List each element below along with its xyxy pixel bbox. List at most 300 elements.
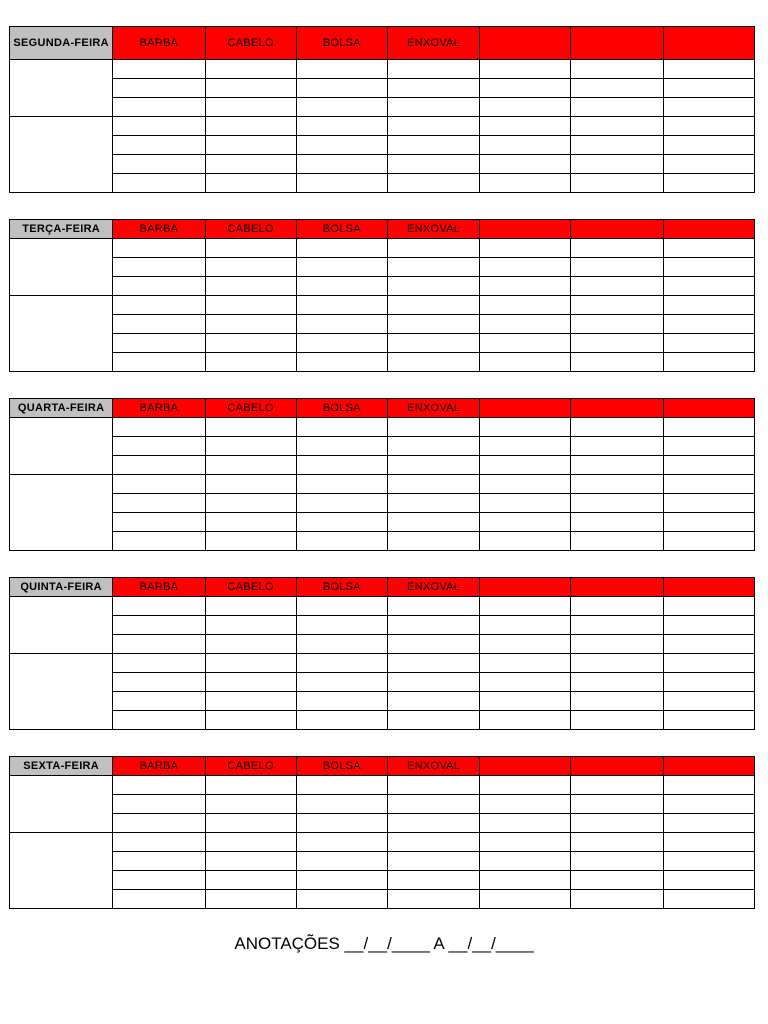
entry-cell[interactable] (663, 418, 754, 437)
entry-cell[interactable] (113, 635, 205, 654)
entry-cell[interactable] (480, 814, 571, 833)
entry-cell[interactable] (205, 418, 296, 437)
entry-cell[interactable] (387, 890, 479, 909)
entry-cell[interactable] (571, 353, 663, 372)
entry-cell[interactable] (296, 258, 387, 277)
entry-cell[interactable] (296, 532, 387, 551)
entry-cell[interactable] (480, 315, 571, 334)
entry-cell[interactable] (480, 353, 571, 372)
day-table-3 (9, 577, 755, 730)
entry-cell[interactable] (480, 117, 571, 136)
entry-cell[interactable] (296, 174, 387, 193)
table-row (10, 79, 755, 98)
entry-cell[interactable] (663, 475, 754, 494)
column-header (480, 27, 571, 60)
entry-cell[interactable] (205, 117, 296, 136)
entry-cell[interactable] (296, 871, 387, 890)
entry-cell[interactable] (296, 239, 387, 258)
entry-cell[interactable] (296, 776, 387, 795)
entry-cell[interactable] (571, 673, 663, 692)
entry-cell[interactable] (571, 315, 663, 334)
column-header: ENXOVAL (387, 220, 479, 239)
time-block-cell[interactable] (10, 776, 113, 833)
entry-cell[interactable] (571, 136, 663, 155)
entry-cell[interactable] (480, 673, 571, 692)
entry-cell[interactable] (205, 98, 296, 117)
entry-cell[interactable] (571, 174, 663, 193)
column-header: BARBA (113, 757, 205, 776)
entry-cell[interactable] (205, 475, 296, 494)
entry-cell[interactable] (480, 174, 571, 193)
entry-cell[interactable] (571, 494, 663, 513)
entry-cell[interactable] (387, 711, 479, 730)
entry-cell[interactable] (480, 258, 571, 277)
entry-cell[interactable] (663, 776, 754, 795)
entry-cell[interactable] (113, 616, 205, 635)
entry-cell[interactable] (296, 833, 387, 852)
entry-cell[interactable] (480, 277, 571, 296)
column-header: BARBA (113, 578, 205, 597)
entry-cell[interactable] (571, 296, 663, 315)
entry-cell[interactable] (296, 60, 387, 79)
entry-cell[interactable] (480, 532, 571, 551)
entry-cell[interactable] (571, 418, 663, 437)
entry-cell[interactable] (205, 795, 296, 814)
entry-cell[interactable] (663, 334, 754, 353)
entry-cell[interactable] (480, 711, 571, 730)
column-header (571, 220, 663, 239)
entry-cell[interactable] (205, 60, 296, 79)
entry-cell[interactable] (663, 60, 754, 79)
entry-cell[interactable] (480, 296, 571, 315)
entry-cell[interactable] (571, 239, 663, 258)
entry-cell[interactable] (387, 673, 479, 692)
entry-cell[interactable] (113, 98, 205, 117)
entry-cell[interactable] (113, 174, 205, 193)
table-row (10, 353, 755, 372)
entry-cell[interactable] (663, 673, 754, 692)
entry-cell[interactable] (296, 79, 387, 98)
entry-cell[interactable] (663, 98, 754, 117)
entry-cell[interactable] (663, 117, 754, 136)
time-block-cell[interactable] (10, 597, 113, 654)
entry-cell[interactable] (663, 597, 754, 616)
entry-cell[interactable] (480, 833, 571, 852)
entry-cell[interactable] (480, 418, 571, 437)
entry-cell[interactable] (387, 635, 479, 654)
entry-cell[interactable] (387, 597, 479, 616)
entry-cell[interactable] (480, 494, 571, 513)
entry-cell[interactable] (205, 456, 296, 475)
entry-cell[interactable] (571, 79, 663, 98)
entry-cell[interactable] (205, 258, 296, 277)
entry-cell[interactable] (205, 871, 296, 890)
time-block-cell[interactable] (10, 418, 113, 475)
entry-cell[interactable] (480, 456, 571, 475)
entry-cell[interactable] (296, 155, 387, 174)
entry-cell[interactable] (571, 513, 663, 532)
entry-cell[interactable] (113, 475, 205, 494)
entry-cell[interactable] (113, 711, 205, 730)
entry-cell[interactable] (571, 597, 663, 616)
time-block-cell[interactable] (10, 475, 113, 551)
column-header: ENXOVAL (387, 399, 479, 418)
entry-cell[interactable] (113, 692, 205, 711)
table-row (10, 437, 755, 456)
entry-cell[interactable] (387, 437, 479, 456)
column-header: ENXOVAL (387, 757, 479, 776)
entry-cell[interactable] (480, 776, 571, 795)
entry-cell[interactable] (205, 852, 296, 871)
entry-cell[interactable] (571, 155, 663, 174)
entry-cell[interactable] (113, 833, 205, 852)
day-label: SEXTA-FEIRA (10, 757, 113, 776)
entry-cell[interactable] (113, 353, 205, 372)
entry-cell[interactable] (113, 79, 205, 98)
table-row (10, 239, 755, 258)
entry-cell[interactable] (387, 353, 479, 372)
entry-cell[interactable] (113, 673, 205, 692)
entry-cell[interactable] (571, 635, 663, 654)
entry-cell[interactable] (480, 513, 571, 532)
entry-cell[interactable] (296, 315, 387, 334)
time-block-cell[interactable] (10, 239, 113, 296)
time-block-cell[interactable] (10, 654, 113, 730)
entry-cell[interactable] (205, 776, 296, 795)
entry-cell[interactable] (113, 296, 205, 315)
entry-cell[interactable] (296, 852, 387, 871)
table-row (10, 795, 755, 814)
entry-cell[interactable] (113, 890, 205, 909)
entry-cell[interactable] (113, 136, 205, 155)
entry-cell[interactable] (205, 833, 296, 852)
table-row (10, 277, 755, 296)
table-row (10, 692, 755, 711)
entry-cell[interactable] (480, 871, 571, 890)
entry-cell[interactable] (480, 475, 571, 494)
entry-cell[interactable] (387, 60, 479, 79)
entry-cell[interactable] (663, 711, 754, 730)
entry-cell[interactable] (571, 277, 663, 296)
entry-cell[interactable] (571, 98, 663, 117)
entry-cell[interactable] (205, 616, 296, 635)
entry-cell[interactable] (571, 692, 663, 711)
entry-cell[interactable] (113, 456, 205, 475)
table-row (10, 597, 755, 616)
entry-cell[interactable] (571, 437, 663, 456)
entry-cell[interactable] (663, 136, 754, 155)
entry-cell[interactable] (480, 98, 571, 117)
entry-cell[interactable] (571, 117, 663, 136)
day-label: TERÇA-FEIRA (10, 220, 113, 239)
table-row (10, 494, 755, 513)
entry-cell[interactable] (571, 795, 663, 814)
entry-cell[interactable] (663, 871, 754, 890)
entry-cell[interactable] (205, 296, 296, 315)
entry-cell[interactable] (387, 833, 479, 852)
entry-cell[interactable] (296, 353, 387, 372)
entry-cell[interactable] (296, 437, 387, 456)
entry-cell[interactable] (113, 814, 205, 833)
entry-cell[interactable] (663, 795, 754, 814)
entry-cell[interactable] (113, 334, 205, 353)
entry-cell[interactable] (663, 532, 754, 551)
entry-cell[interactable] (113, 532, 205, 551)
column-header: CABELO (205, 220, 296, 239)
entry-cell[interactable] (205, 814, 296, 833)
entry-cell[interactable] (663, 616, 754, 635)
column-header: BOLSA (296, 578, 387, 597)
entry-cell[interactable] (205, 890, 296, 909)
entry-cell[interactable] (113, 776, 205, 795)
entry-cell[interactable] (480, 654, 571, 673)
entry-cell[interactable] (387, 117, 479, 136)
column-header: CABELO (205, 27, 296, 60)
entry-cell[interactable] (480, 616, 571, 635)
time-block-cell[interactable] (10, 117, 113, 193)
entry-cell[interactable] (205, 532, 296, 551)
entry-cell[interactable] (113, 60, 205, 79)
entry-cell[interactable] (296, 136, 387, 155)
column-header: ENXOVAL (387, 578, 479, 597)
entry-cell[interactable] (571, 532, 663, 551)
entry-cell[interactable] (296, 654, 387, 673)
entry-cell[interactable] (571, 814, 663, 833)
entry-cell[interactable] (296, 795, 387, 814)
entry-cell[interactable] (480, 437, 571, 456)
entry-cell[interactable] (571, 60, 663, 79)
entry-cell[interactable] (296, 513, 387, 532)
entry-cell[interactable] (296, 418, 387, 437)
entry-cell[interactable] (113, 117, 205, 136)
column-header: BOLSA (296, 27, 387, 60)
entry-cell[interactable] (480, 60, 571, 79)
table-row (10, 635, 755, 654)
entry-cell[interactable] (113, 315, 205, 334)
entry-cell[interactable] (663, 833, 754, 852)
table-row (10, 711, 755, 730)
entry-cell[interactable] (571, 654, 663, 673)
entry-cell[interactable] (663, 814, 754, 833)
entry-cell[interactable] (387, 475, 479, 494)
entry-cell[interactable] (387, 98, 479, 117)
entry-cell[interactable] (571, 833, 663, 852)
entry-cell[interactable] (663, 890, 754, 909)
entry-cell[interactable] (113, 277, 205, 296)
entry-cell[interactable] (387, 532, 479, 551)
entry-cell[interactable] (205, 239, 296, 258)
entry-cell[interactable] (387, 852, 479, 871)
entry-cell[interactable] (296, 334, 387, 353)
time-block-cell[interactable] (10, 296, 113, 372)
entry-cell[interactable] (296, 117, 387, 136)
entry-cell[interactable] (113, 654, 205, 673)
entry-cell[interactable] (113, 418, 205, 437)
column-header: CABELO (205, 578, 296, 597)
entry-cell[interactable] (663, 494, 754, 513)
entry-cell[interactable] (480, 852, 571, 871)
entry-cell[interactable] (387, 239, 479, 258)
entry-cell[interactable] (205, 353, 296, 372)
entry-cell[interactable] (571, 616, 663, 635)
entry-cell[interactable] (387, 776, 479, 795)
entry-cell[interactable] (387, 456, 479, 475)
entry-cell[interactable] (571, 776, 663, 795)
table-row (10, 475, 755, 494)
entry-cell[interactable] (571, 334, 663, 353)
entry-cell[interactable] (663, 296, 754, 315)
entry-cell[interactable] (205, 673, 296, 692)
column-header (571, 757, 663, 776)
entry-cell[interactable] (480, 239, 571, 258)
entry-cell[interactable] (113, 494, 205, 513)
entry-cell[interactable] (387, 494, 479, 513)
table-row (10, 833, 755, 852)
table-row (10, 776, 755, 795)
entry-cell[interactable] (205, 711, 296, 730)
entry-cell[interactable] (663, 456, 754, 475)
entry-cell[interactable] (387, 258, 479, 277)
entry-cell[interactable] (113, 513, 205, 532)
entry-cell[interactable] (480, 692, 571, 711)
entry-cell[interactable] (113, 871, 205, 890)
entry-cell[interactable] (663, 635, 754, 654)
day-table-4 (9, 756, 755, 909)
entry-cell[interactable] (205, 174, 296, 193)
entry-cell[interactable] (205, 494, 296, 513)
entry-cell[interactable] (571, 456, 663, 475)
entry-cell[interactable] (387, 814, 479, 833)
entry-cell[interactable] (113, 852, 205, 871)
entry-cell[interactable] (296, 711, 387, 730)
entry-cell[interactable] (387, 136, 479, 155)
entry-cell[interactable] (296, 494, 387, 513)
entry-cell[interactable] (387, 692, 479, 711)
entry-cell[interactable] (663, 277, 754, 296)
entry-cell[interactable] (296, 277, 387, 296)
entry-cell[interactable] (571, 711, 663, 730)
entry-cell[interactable] (387, 174, 479, 193)
entry-cell[interactable] (296, 475, 387, 494)
entry-cell[interactable] (296, 692, 387, 711)
entry-cell[interactable] (480, 890, 571, 909)
entry-cell[interactable] (113, 258, 205, 277)
entry-cell[interactable] (663, 852, 754, 871)
entry-cell[interactable] (387, 654, 479, 673)
day-table-0 (9, 26, 755, 193)
entry-cell[interactable] (205, 597, 296, 616)
entry-cell[interactable] (663, 654, 754, 673)
entry-cell[interactable] (663, 79, 754, 98)
entry-cell[interactable] (571, 871, 663, 890)
entry-cell[interactable] (663, 239, 754, 258)
entry-cell[interactable] (296, 616, 387, 635)
entry-cell[interactable] (571, 890, 663, 909)
entry-cell[interactable] (296, 597, 387, 616)
table-row (10, 852, 755, 871)
entry-cell[interactable] (113, 437, 205, 456)
entry-cell[interactable] (296, 814, 387, 833)
entry-cell[interactable] (387, 334, 479, 353)
entry-cell[interactable] (205, 437, 296, 456)
time-block-cell[interactable] (10, 60, 113, 117)
annotations-date-line: ANOTAÇÕES __/__/____ A __/__/____ (234, 934, 534, 953)
entry-cell[interactable] (205, 513, 296, 532)
entry-cell[interactable] (663, 155, 754, 174)
entry-cell[interactable] (296, 673, 387, 692)
entry-cell[interactable] (480, 795, 571, 814)
entry-cell[interactable] (663, 437, 754, 456)
entry-cell[interactable] (663, 692, 754, 711)
table-row (10, 258, 755, 277)
entry-cell[interactable] (663, 174, 754, 193)
column-header (571, 578, 663, 597)
entry-cell[interactable] (387, 418, 479, 437)
entry-cell[interactable] (205, 277, 296, 296)
entry-cell[interactable] (663, 258, 754, 277)
entry-cell[interactable] (571, 258, 663, 277)
entry-cell[interactable] (480, 136, 571, 155)
table-row (10, 871, 755, 890)
entry-cell[interactable] (480, 334, 571, 353)
entry-cell[interactable] (296, 296, 387, 315)
entry-cell[interactable] (663, 315, 754, 334)
entry-cell[interactable] (205, 334, 296, 353)
table-row (10, 334, 755, 353)
entry-cell[interactable] (296, 456, 387, 475)
day-label: QUINTA-FEIRA (10, 578, 113, 597)
entry-cell[interactable] (663, 353, 754, 372)
entry-cell[interactable] (480, 79, 571, 98)
column-header (663, 757, 754, 776)
column-header (571, 27, 663, 60)
entry-cell[interactable] (296, 635, 387, 654)
table-row (10, 456, 755, 475)
entry-cell[interactable] (387, 315, 479, 334)
entry-cell[interactable] (205, 79, 296, 98)
table-row (10, 814, 755, 833)
entry-cell[interactable] (205, 635, 296, 654)
entry-cell[interactable] (205, 654, 296, 673)
entry-cell[interactable] (205, 155, 296, 174)
entry-cell[interactable] (205, 692, 296, 711)
entry-cell[interactable] (387, 871, 479, 890)
entry-cell[interactable] (296, 890, 387, 909)
entry-cell[interactable] (571, 852, 663, 871)
entry-cell[interactable] (387, 795, 479, 814)
entry-cell[interactable] (113, 795, 205, 814)
entry-cell[interactable] (387, 79, 479, 98)
entry-cell[interactable] (480, 635, 571, 654)
entry-cell[interactable] (205, 136, 296, 155)
entry-cell[interactable] (480, 155, 571, 174)
entry-cell[interactable] (113, 239, 205, 258)
time-block-cell[interactable] (10, 833, 113, 909)
entry-cell[interactable] (387, 513, 479, 532)
entry-cell[interactable] (571, 475, 663, 494)
entry-cell[interactable] (480, 597, 571, 616)
entry-cell[interactable] (113, 155, 205, 174)
entry-cell[interactable] (387, 296, 479, 315)
entry-cell[interactable] (387, 277, 479, 296)
entry-cell[interactable] (296, 98, 387, 117)
entry-cell[interactable] (205, 315, 296, 334)
entry-cell[interactable] (663, 513, 754, 532)
entry-cell[interactable] (113, 597, 205, 616)
entry-cell[interactable] (387, 155, 479, 174)
entry-cell[interactable] (387, 616, 479, 635)
table-row (10, 296, 755, 315)
